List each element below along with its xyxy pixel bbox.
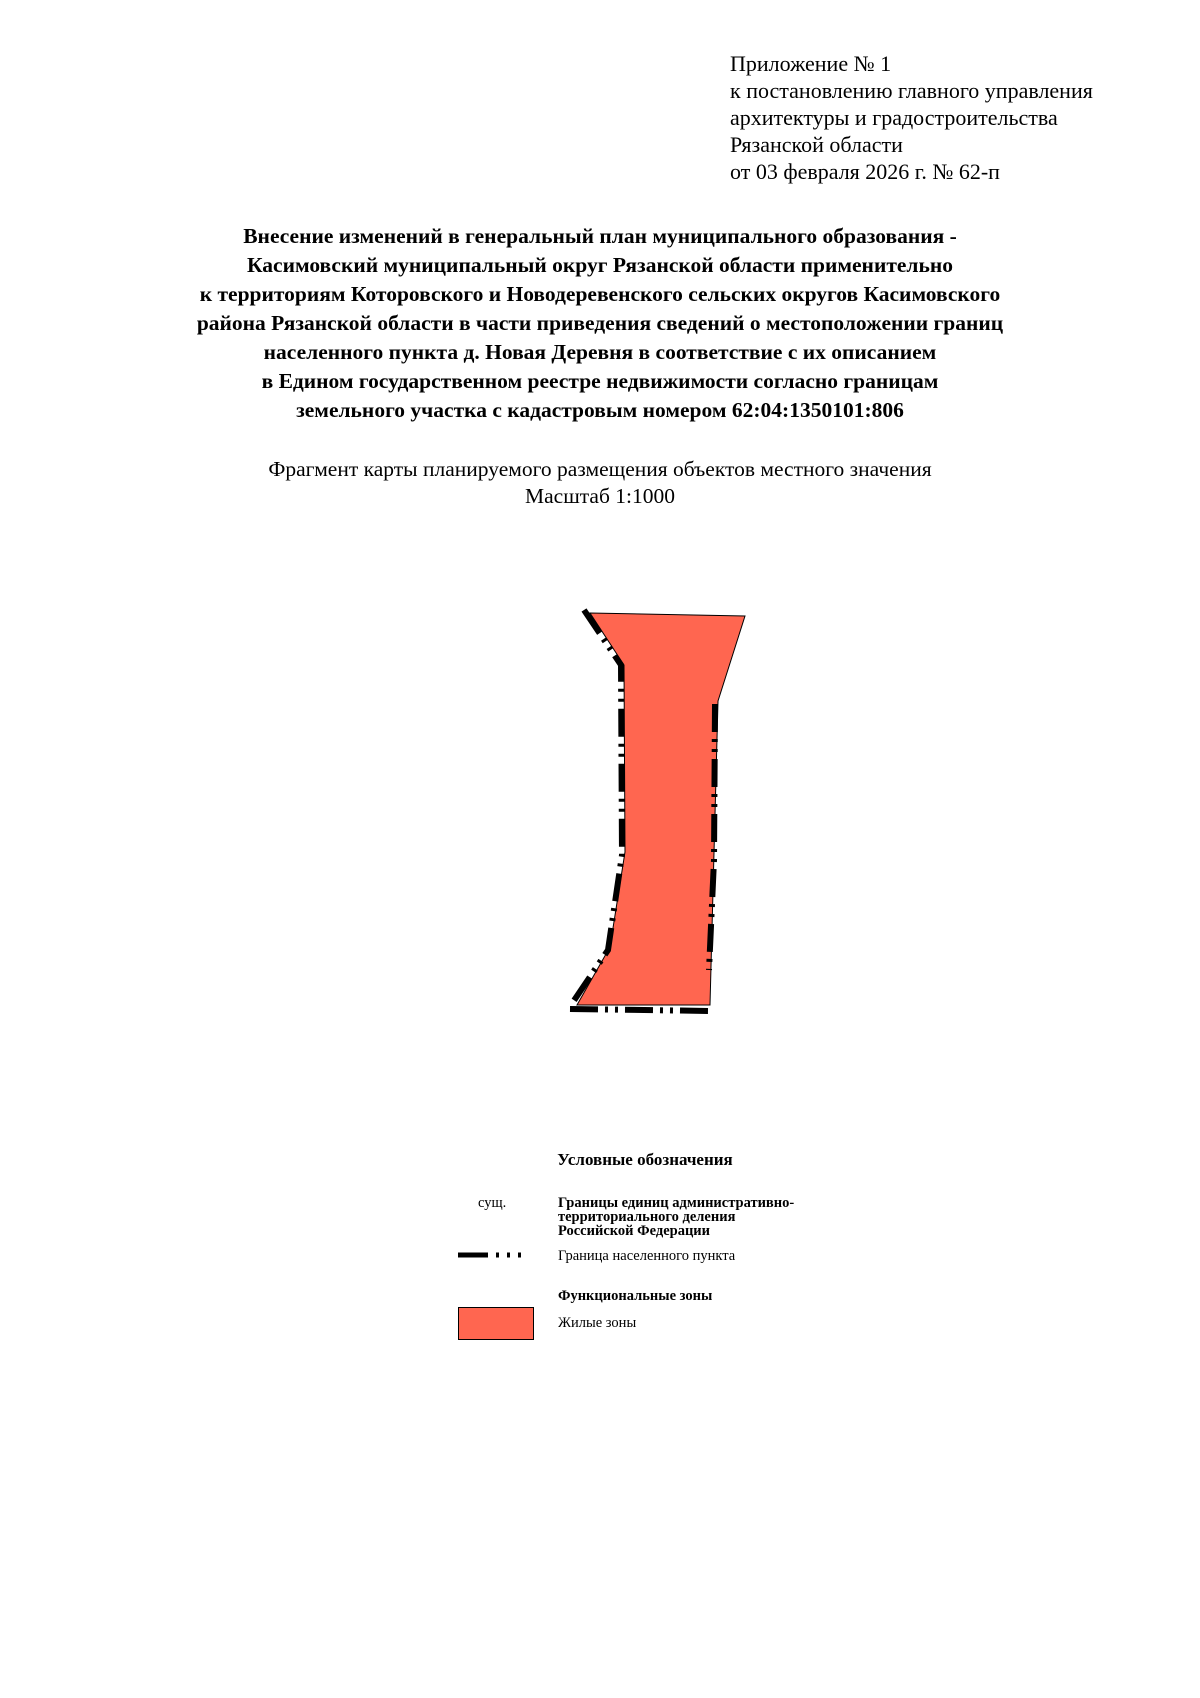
legend-residential-label: Жилые зоны: [558, 1315, 637, 1331]
legend-settlement-boundary-label: Граница населенного пункта: [558, 1248, 736, 1264]
legend-admin-boundaries-heading: [558, 1196, 794, 1238]
legend-admin-line: Границы единиц административно-: [558, 1195, 795, 1211]
appendix-line: к постановлению главного управления: [730, 78, 1093, 103]
title-line: района Рязанской области в части приведения сведений о местоположении границ: [196, 311, 1004, 335]
map-scale: Масштаб 1:1000: [525, 484, 675, 508]
settlement-boundary-line-bottom: [570, 1009, 711, 1011]
legend-admin-line: Российской Федерации: [558, 1223, 711, 1239]
legend-existing-mark: сущ.: [478, 1195, 507, 1211]
title-line: Внесение изменений в генеральный план муниципального образования -: [243, 224, 957, 248]
legend-residential-zone-swatch: [458, 1307, 534, 1340]
legend-functional-zones-heading: Функциональные зоны: [558, 1288, 713, 1304]
residential-zone-area: [577, 613, 745, 1005]
appendix-line: архитектуры и градостроительства: [730, 105, 1058, 130]
title-line: земельного участка с кадастровым номером 62:04:1350101:806: [296, 398, 904, 422]
title-line: населенного пункта д. Новая Деревня в соответствие с их описанием: [263, 340, 937, 364]
appendix-line: Рязанской области: [730, 132, 903, 157]
title-line: Касимовский муниципальный округ Рязанской области применительно: [246, 253, 953, 277]
appendix-line: Приложение № 1: [730, 51, 892, 76]
title-line: к территориям Которовского и Новодеревенского сельских округов Касимовского: [199, 282, 1001, 306]
legend-admin-line: территориального деления: [558, 1209, 736, 1225]
map-fragment-caption: Фрагмент карты планируемого размещения объектов местного значения: [268, 457, 932, 481]
appendix-line: от 03 февраля 2026 г. № 62-п: [730, 159, 1000, 184]
legend-title: Условные обозначения: [557, 1150, 733, 1169]
title-line: в Едином государственном реестре недвижимости согласно границам: [261, 369, 939, 393]
